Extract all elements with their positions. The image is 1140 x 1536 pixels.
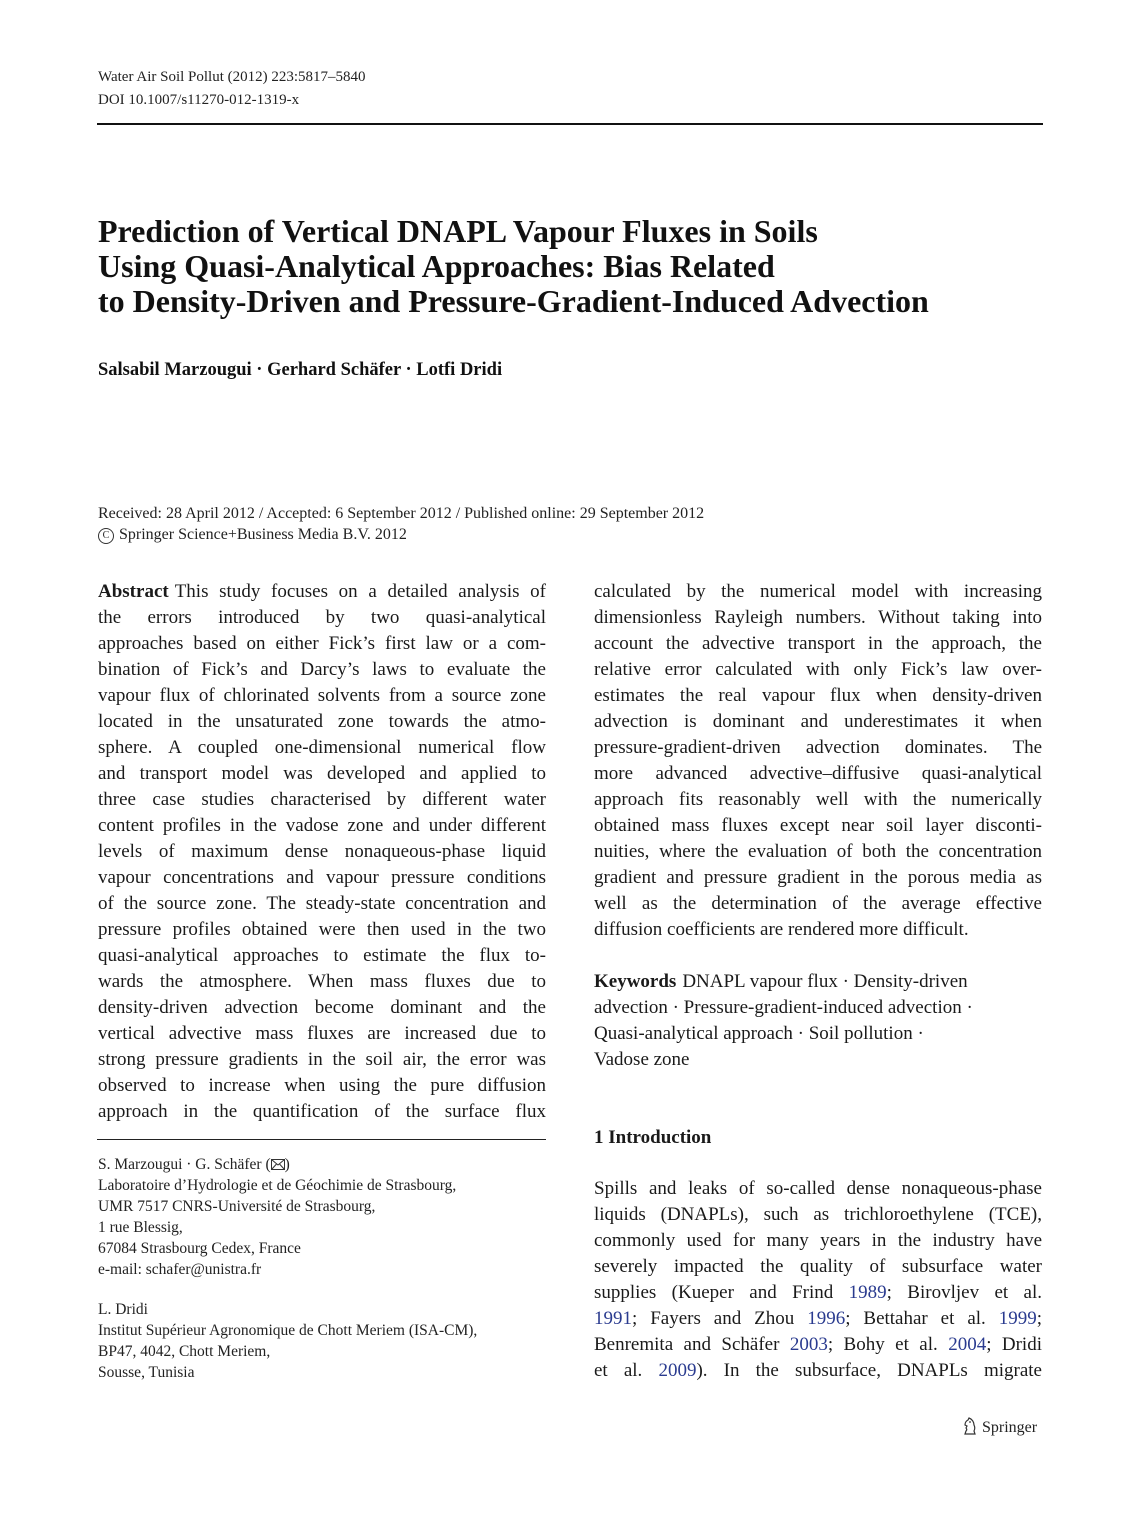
- intro-line: Benremita and Schäfer 2003; Bohy et al. 2004; Dridi: [594, 1334, 1042, 1355]
- header-divider: [97, 123, 1043, 125]
- abstract-line: quasi-analytical approaches to estimate the flux to-: [98, 945, 546, 966]
- abstract-line: well as the determination of the average effective: [594, 893, 1042, 914]
- abstract-line: advection is dominant and underestimates it when: [594, 711, 1042, 732]
- title-line: to Density-Driven and Pressure-Gradient-Induced Advection: [98, 283, 929, 319]
- affiliation-block: [98, 1299, 558, 1383]
- doi: DOI 10.1007/s11270-012-1319-x: [98, 92, 300, 108]
- affiliation-line: Sousse, Tunisia: [98, 1364, 195, 1381]
- abstract-line: observed to increase when using the pure diffusion: [98, 1075, 546, 1096]
- title-line: Using Quasi-Analytical Approaches: Bias Related: [98, 248, 775, 284]
- copyright-icon: C: [98, 528, 114, 544]
- abstract-line: pressure-gradient-driven advection dominates. The: [594, 737, 1042, 758]
- affiliation-divider: [97, 1139, 546, 1140]
- abstract-line: content profiles in the vadose zone and under different: [98, 815, 546, 836]
- affiliation-line: UMR 7517 CNRS-Université de Strasbourg,: [98, 1198, 376, 1215]
- abstract-line: the errors introduced by two quasi-analytical: [98, 607, 546, 628]
- citation-link[interactable]: 1999: [998, 1308, 1037, 1329]
- publisher-name: Springer: [982, 1419, 1038, 1436]
- abstract-line: gradient and pressure gradient in the porous media as: [594, 867, 1042, 888]
- title-line: Prediction of Vertical DNAPL Vapour Fluxes in Soils: [98, 213, 818, 249]
- publication-dates: Received: 28 April 2012 / Accepted: 6 September 2012 / Published online: 29 September 2012: [98, 505, 705, 522]
- affiliation-line: BP47, 4042, Chott Meriem,: [98, 1343, 271, 1360]
- intro-line: severely impacted the quality of subsurface water: [594, 1256, 1042, 1277]
- keywords-line: Keywords DNAPL vapour flux · Density-driven: [594, 971, 968, 992]
- abstract-line: of the source zone. The steady-state concentration and: [98, 893, 546, 914]
- copyright-text: Springer Science+Business Media B.V. 2012: [119, 526, 407, 543]
- abstract-line: pressure profiles obtained were then used in the two: [98, 919, 546, 940]
- affiliation-email[interactable]: e-mail: schafer@unistra.fr: [98, 1261, 262, 1278]
- abstract-right-column: [594, 579, 1042, 1073]
- citation-link[interactable]: 2004: [948, 1334, 987, 1355]
- publisher-logo: [962, 1417, 1037, 1439]
- springer-knight-icon: [962, 1417, 978, 1435]
- affiliation-line: Laboratoire d’Hydrologie et de Géochimie de Strasbourg,: [98, 1177, 457, 1194]
- abstract-line: sphere. A coupled one-dimensional numerical flow: [98, 737, 546, 758]
- abstract-line: more advanced advective–diffusive quasi-analytical: [594, 763, 1042, 784]
- abstract-line: bination of Fick’s and Darcy’s laws to evaluate the: [98, 659, 546, 680]
- citation-link[interactable]: 1996: [807, 1308, 846, 1329]
- affiliation-authors: L. Dridi: [98, 1301, 148, 1318]
- abstract-line: vapour concentrations and vapour pressure conditions: [98, 867, 546, 888]
- abstract-line: diffusion coefficients are rendered more difficult.: [594, 919, 969, 940]
- keywords-line: Vadose zone: [594, 1049, 690, 1070]
- abstract-line: three case studies characterised by different water: [98, 789, 546, 810]
- abstract-line: obtained mass fluxes except near soil layer disconti-: [594, 815, 1042, 836]
- intro-line: 1991; Fayers and Zhou 1996; Bettahar et al. 1999;: [594, 1308, 1042, 1329]
- keywords-line: Quasi-analytical approach · Soil pollution ·: [594, 1023, 924, 1044]
- abstract-line: approach fits reasonably well with the numerically: [594, 789, 1042, 810]
- abstract-line: nuities, where the evaluation of both the concentration: [594, 841, 1042, 862]
- introduction-paragraph: [594, 1176, 1042, 1384]
- abstract-label: Abstract: [98, 581, 169, 602]
- journal-citation: Water Air Soil Pollut (2012) 223:5817–5840: [98, 69, 366, 85]
- affiliation-line: 67084 Strasbourg Cedex, France: [98, 1240, 301, 1257]
- affiliation-line: Institut Supérieur Agronomique de Chott Meriem (ISA-CM),: [98, 1322, 478, 1339]
- citation-link[interactable]: 1989: [848, 1282, 887, 1303]
- citation-link[interactable]: 1991: [594, 1308, 632, 1329]
- abstract-line: estimates the real vapour flux when density-driven: [594, 685, 1042, 706]
- affiliation-block: [98, 1154, 558, 1280]
- article-title: [98, 214, 1038, 319]
- intro-line: liquids (DNAPLs), such as trichloroethylene (TCE),: [594, 1204, 1042, 1225]
- keywords-label: Keywords: [594, 971, 677, 992]
- intro-line: Spills and leaks of so-called dense nonaqueous-phase: [594, 1178, 1042, 1199]
- abstract-line: relative error calculated with only Fick’s law over-: [594, 659, 1042, 680]
- author-list: Salsabil Marzougui · Gerhard Schäfer · Lotfi Dridi: [98, 360, 503, 380]
- keywords-line: advection · Pressure-gradient-induced advection ·: [594, 997, 973, 1018]
- abstract-line: and transport model was developed and applied to: [98, 763, 546, 784]
- citation-link[interactable]: 2003: [789, 1334, 828, 1355]
- affiliation-line: 1 rue Blessig,: [98, 1219, 183, 1236]
- intro-line: et al. 2009). In the subsurface, DNAPLs migrate: [594, 1360, 1042, 1381]
- abstract-line: calculated by the numerical model with increasing: [594, 581, 1042, 602]
- abstract-left-column: [98, 579, 546, 1125]
- abstract-line: Abstract This study focuses on a detailed analysis of: [98, 581, 546, 602]
- intro-line: commonly used for many years in the industry have: [594, 1230, 1042, 1251]
- envelope-icon: [271, 1159, 285, 1170]
- abstract-line: account the advective transport in the approach, the: [594, 633, 1042, 654]
- abstract-line: dimensionless Rayleigh numbers. Without taking into: [594, 607, 1042, 628]
- intro-line: supplies (Kueper and Frind 1989; Birovljev et al.: [594, 1282, 1042, 1303]
- section-heading-introduction: 1 Introduction: [594, 1127, 712, 1148]
- abstract-line: vertical advective mass fluxes are increased due to: [98, 1023, 546, 1044]
- abstract-line: vapour flux of chlorinated solvents from a source zone: [98, 685, 546, 706]
- abstract-line: approach in the quantification of the surface flux: [98, 1101, 546, 1122]
- affiliation-authors: S. Marzougui · G. Schäfer ( ): [98, 1156, 290, 1173]
- abstract-line: strong pressure gradients in the soil air, the error was: [98, 1049, 546, 1070]
- abstract-line: located in the unsaturated zone towards the atmo-: [98, 711, 546, 732]
- abstract-line: density-driven advection become dominant and the: [98, 997, 546, 1018]
- abstract-line: wards the atmosphere. When mass fluxes due to: [98, 971, 546, 992]
- abstract-line: approaches based on either Fick’s first law or a com-: [98, 633, 546, 654]
- copyright-notice: [98, 524, 407, 545]
- abstract-line: levels of maximum dense nonaqueous-phase liquid: [98, 841, 546, 862]
- citation-link[interactable]: 2009: [658, 1360, 697, 1381]
